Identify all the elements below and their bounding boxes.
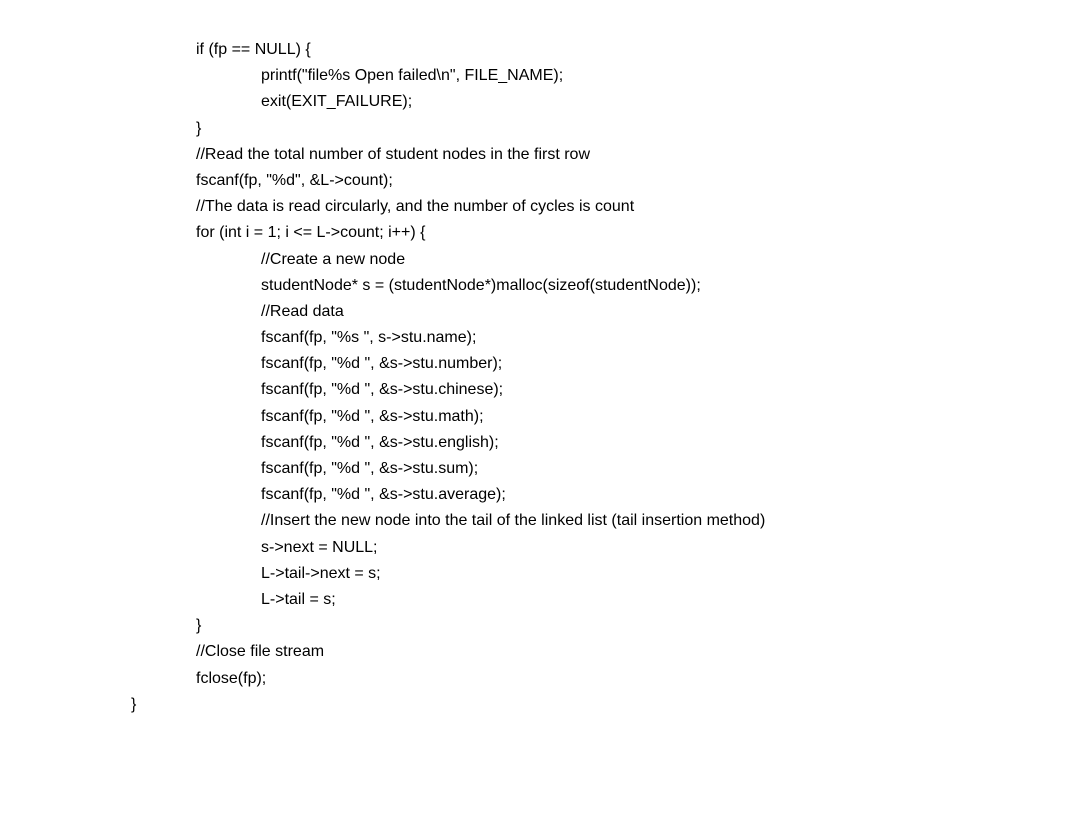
code-comment: //Read the total number of student nodes in the first row	[196, 145, 590, 163]
code-line: s->next = NULL;	[261, 538, 378, 556]
code-line: for (int i = 1; i <= L->count; i++) {	[196, 224, 426, 242]
code-line: fscanf(fp, "%d ", &s->stu.sum);	[261, 460, 479, 477]
code-line: fscanf(fp, "%d ", &s->stu.math);	[261, 407, 484, 425]
code-line: fscanf(fp, "%d ", &s->stu.number);	[261, 355, 503, 373]
code-line: exit(EXIT_FAILURE);	[261, 93, 413, 111]
code-line: fscanf(fp, "%s ", s->stu.name);	[261, 329, 477, 347]
code-comment: //Read data	[261, 302, 344, 320]
code-line: if (fp == NULL) {	[196, 41, 311, 58]
code-line: L->tail = s;	[261, 590, 336, 608]
code-line: }	[196, 119, 202, 137]
code-line: fclose(fp);	[196, 669, 267, 687]
code-line: }	[131, 695, 137, 713]
code-line: }	[196, 617, 202, 635]
code-comment: //Create a new node	[261, 250, 406, 268]
code-line: fscanf(fp, "%d", &L->count);	[196, 171, 393, 189]
code-line: printf("file%s Open failed\n", FILE_NAME);	[261, 67, 564, 85]
code-line: fscanf(fp, "%d ", &s->stu.average);	[261, 486, 506, 504]
code-line: L->tail->next = s;	[261, 564, 381, 582]
code-comment: //Close file stream	[196, 643, 325, 661]
code-line: fscanf(fp, "%d ", &s->stu.chinese);	[261, 381, 504, 399]
code-comment: //The data is read circularly, and the number of cycles is count	[196, 198, 635, 216]
code-line: studentNode* s = (studentNode*)malloc(sizeof(studentNode));	[261, 276, 701, 294]
code-block	[0, 37, 1080, 718]
code-line: fscanf(fp, "%d ", &s->stu.english);	[261, 433, 499, 451]
code-comment: //Insert the new node into the tail of the linked list (tail insertion method)	[261, 512, 766, 530]
